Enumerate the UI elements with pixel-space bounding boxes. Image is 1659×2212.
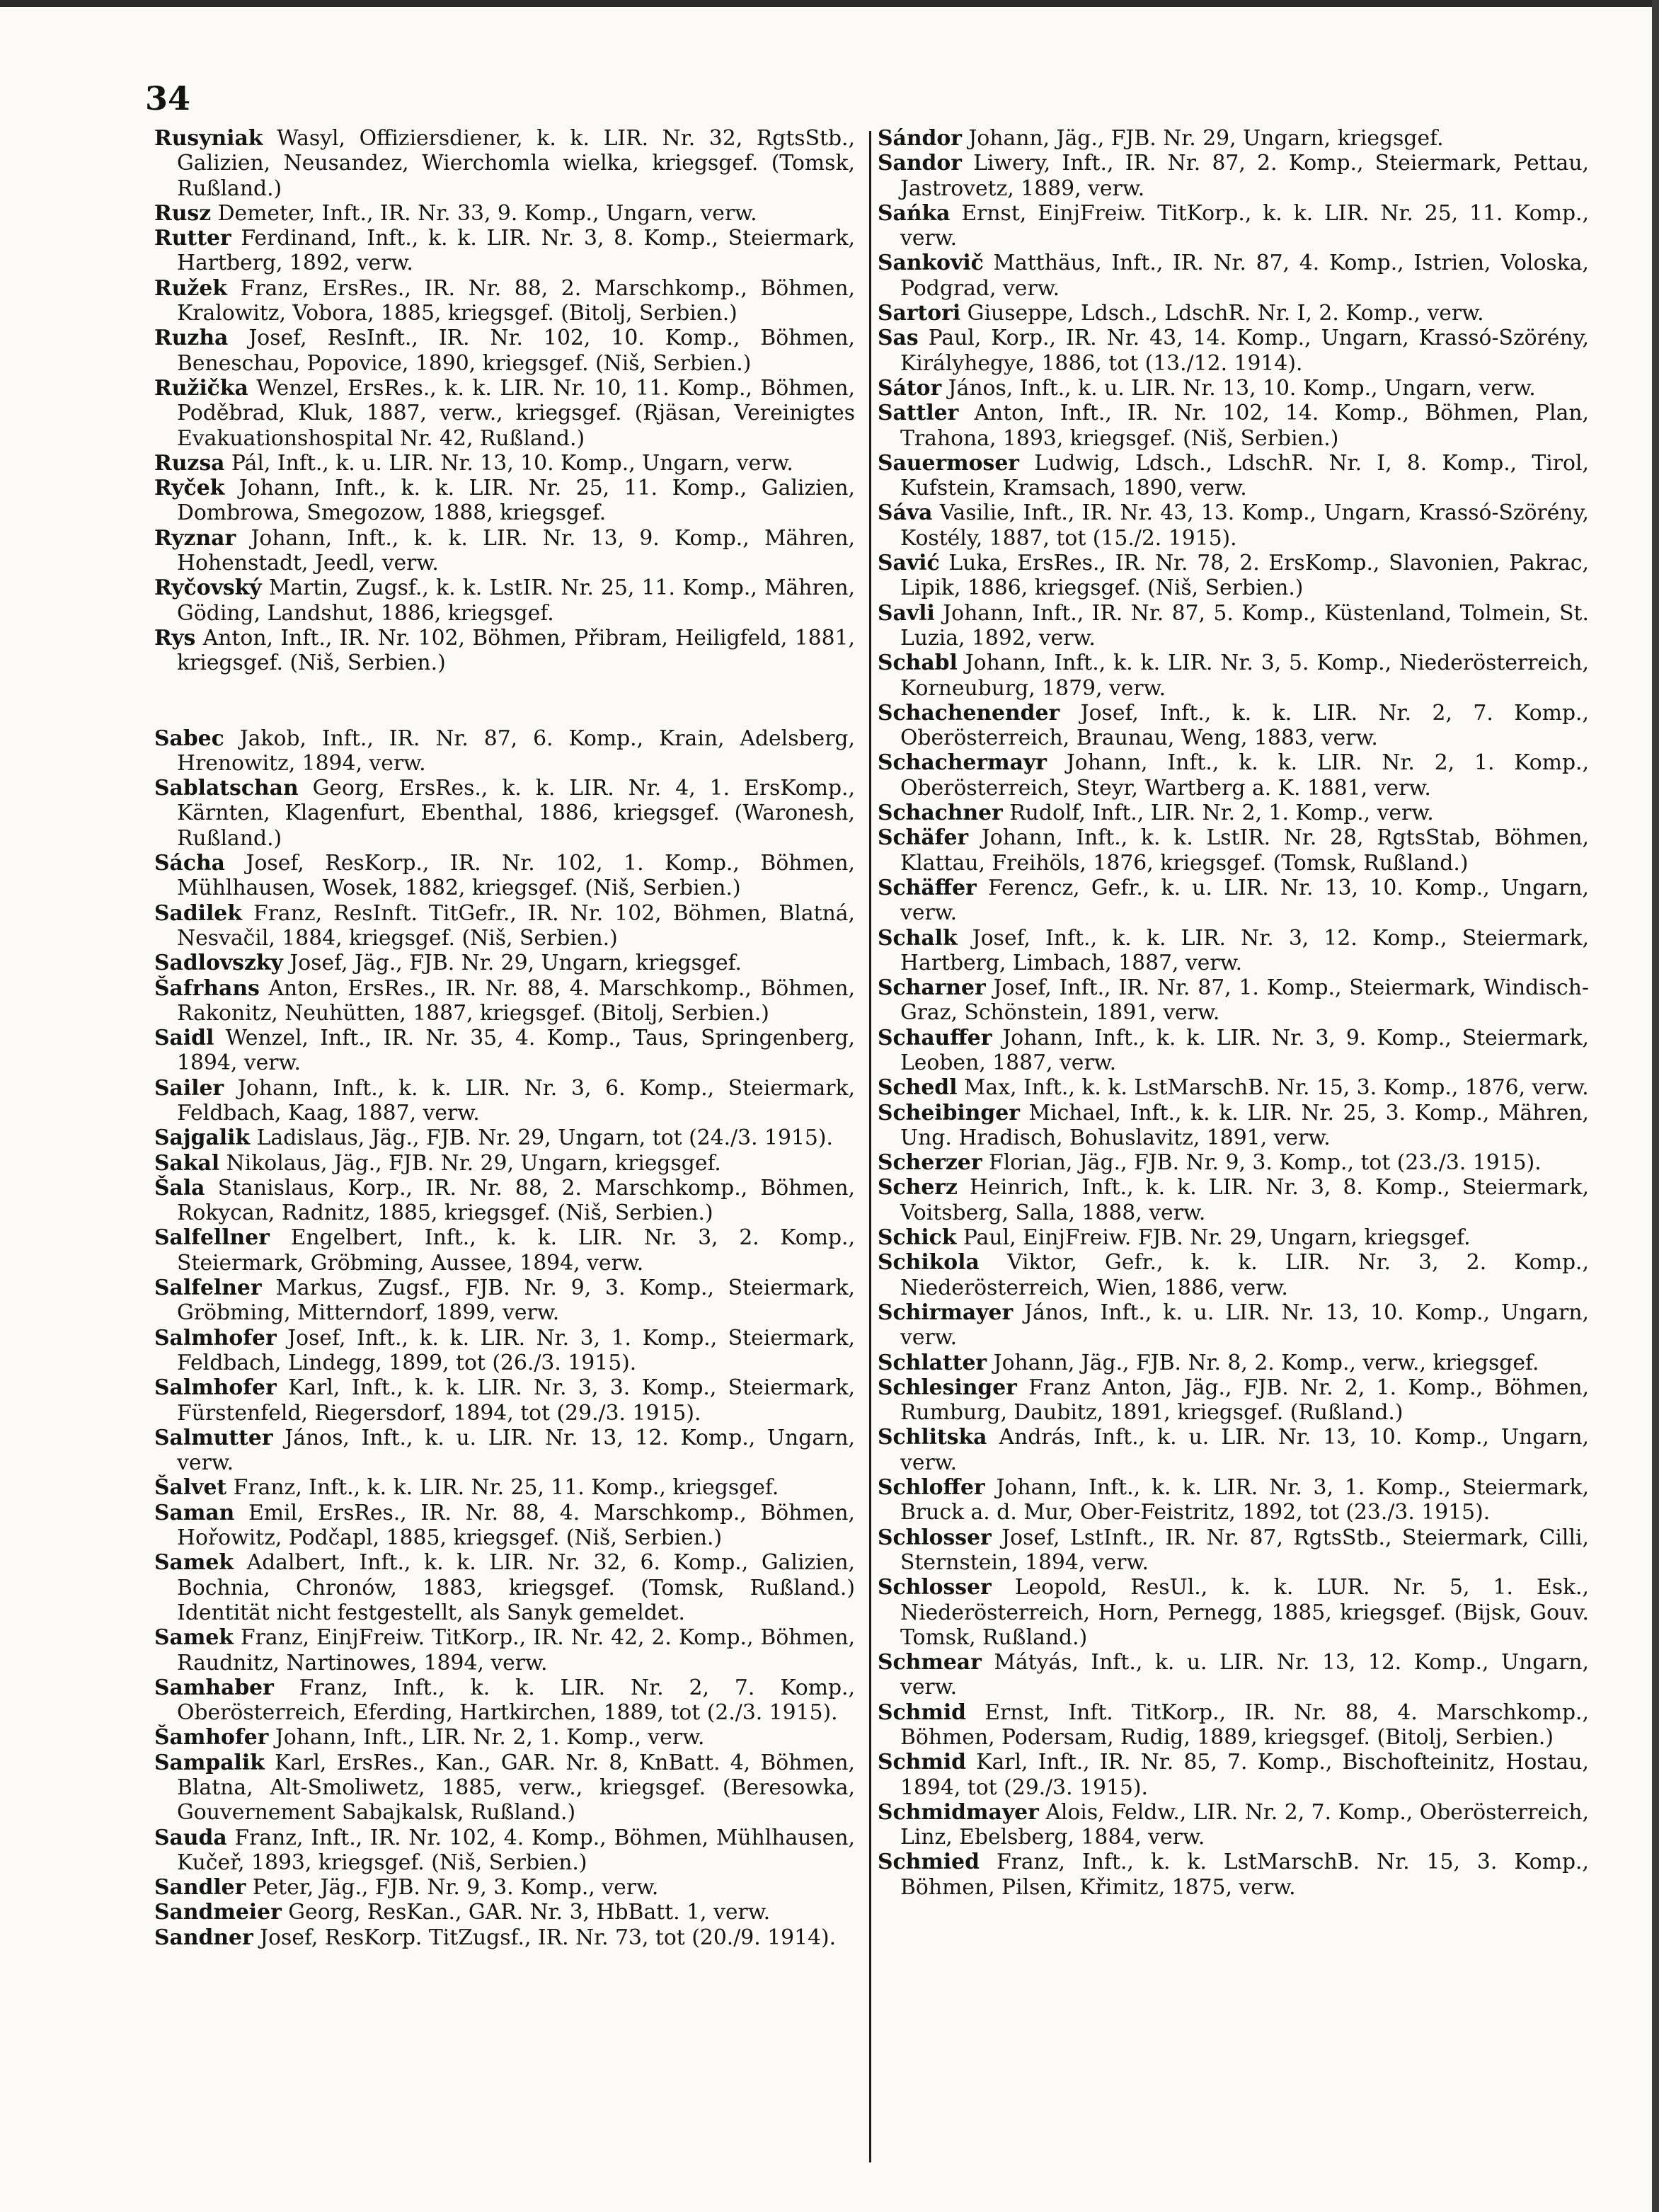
list-entry (154, 1501, 855, 1551)
entry-surname: Sankovič (878, 251, 984, 276)
list-entry (878, 601, 1589, 651)
entry-details: Ernst, EinjFreiw. TitKorp., k. k. LIR. Nr. 25, 11. Komp., verw. (900, 200, 1589, 251)
list-entry (878, 1700, 1589, 1750)
entry-surname: Sandler (154, 1875, 246, 1901)
list-entry (154, 726, 855, 777)
entry-surname: Schirmayer (878, 1300, 1014, 1325)
list-entry (878, 1525, 1589, 1576)
entry-details: Josef, ResKorp., IR. Nr. 102, 1. Komp., Böhmen, Mühlhausen, Wosek, 1882, kriegsgef. (Niš, Serbien.) (177, 851, 855, 901)
list-entry (154, 1026, 855, 1076)
entry-surname: Schmied (878, 1850, 980, 1875)
entry-details: Johann, Jäg., FJB. Nr. 29, Ungarn, kriegsgef. (968, 126, 1444, 151)
list-entry (878, 1101, 1589, 1151)
entry-surname: Salmhofer (154, 1325, 277, 1351)
list-entry (878, 401, 1589, 451)
list-entry (154, 951, 855, 975)
entry-details: Georg, ResKan., GAR. Nr. 3, HbBatt. 1, verw. (288, 1900, 771, 1925)
list-entry (878, 126, 1589, 151)
entry-details: Josef, Inft., IR. Nr. 87, 1. Komp., Steiermark, Windisch-Graz, Schönstein, 1891, verw. (900, 975, 1589, 1026)
list-entry (878, 1150, 1589, 1175)
entry-surname: Samhaber (154, 1675, 274, 1700)
list-entry (878, 1750, 1589, 1800)
list-entry (878, 1425, 1589, 1475)
entry-surname: Rusyniak (154, 126, 263, 151)
entry-surname: Ružička (154, 375, 248, 401)
entry-surname: Sartori (878, 301, 961, 326)
entry-surname: Sajgalik (154, 1125, 251, 1151)
entry-surname: Ryznar (154, 525, 236, 551)
entry-surname: Ryček (154, 476, 225, 501)
entry-surname: Sablatschan (154, 776, 299, 801)
entry-surname: Sas (878, 326, 919, 351)
entry-details: Mátyás, Inft., k. u. LIR. Nr. 13, 12. Komp., Ungarn, verw. (900, 1650, 1589, 1700)
entry-details: Markus, Zugsf., FJB. Nr. 9, 3. Komp., Steiermark, Gröbming, Mitterndorf, 1899, verw. (177, 1276, 855, 1326)
entry-surname: Šamhofer (154, 1725, 269, 1750)
entry-details: Ferdinand, Inft., k. k. LIR. Nr. 3, 8. Komp., Steiermark, Hartberg, 1892, verw. (177, 226, 855, 276)
entry-details: Johann, Inft., k. k. LIR. Nr. 25, 11. Komp., Galizien, Dombrowa, Smegozow, 1888, kriegsgef. (177, 476, 855, 526)
list-entry (154, 1076, 855, 1126)
list-entry (878, 825, 1589, 876)
entry-details: Karl, ErsRes., Kan., GAR. Nr. 8, KnBatt. 4, Böhmen, Blatna, Alt-Smoliwetz, 1885, verw., kriegsgef. (Beresowka, Gouvernement Sabajkalsk, Rußland.) (177, 1750, 855, 1826)
list-entry (154, 1925, 855, 1950)
entry-surname: Rutter (154, 226, 231, 251)
left-column (154, 126, 855, 1950)
list-entry (878, 651, 1589, 701)
entry-surname: Schachner (878, 801, 1003, 826)
entry-details: Franz, Inft., k. k. LIR. Nr. 2, 7. Komp., Oberösterreich, Eferding, Hartkirchen, 1889, tot (2./3. 1915). (177, 1675, 855, 1726)
entry-details: Georg, ErsRes., k. k. LIR. Nr. 4, 1. ErsKomp., Kärnten, Klagenfurt, Ebenthal, 1886, kriegsgef. (Waronesh, Rußland.) (177, 776, 855, 851)
entry-details: Anton, Inft., IR. Nr. 102, Böhmen, Přibram, Heiligfeld, 1881, kriegsgef. (Niš, Serbien.) (177, 625, 855, 676)
entry-details: Jakob, Inft., IR. Nr. 87, 6. Komp., Krain, Adelsberg, Hrenowitz, 1894, verw. (177, 726, 855, 776)
list-entry (154, 326, 855, 376)
entry-details: Wenzel, Inft., IR. Nr. 35, 4. Komp., Taus, Springenberg, 1894, verw. (177, 1026, 855, 1076)
entry-details: Josef, LstInft., IR. Nr. 87, RgtsStb., Steiermark, Cilli, Sternstein, 1894, verw. (900, 1525, 1589, 1575)
entry-details: Johann, Inft., IR. Nr. 87, 5. Komp., Küstenland, Tolmein, St. Luzia, 1892, verw. (900, 600, 1589, 651)
entry-details: Josef, ResInft., IR. Nr. 102, 10. Komp., Böhmen, Beneschau, Popovice, 1890, kriegsgef. (Niš, Serbien.) (177, 326, 855, 376)
list-entry (878, 1375, 1589, 1426)
entry-surname: Sakal (154, 1150, 220, 1176)
entry-surname: Sandner (154, 1925, 253, 1950)
entry-details: Wenzel, ErsRes., k. k. LIR. Nr. 10, 11. Komp., Böhmen, Poděbrad, Kluk, 1887, verw., kriegsgef. (Rjäsan, Vereinigtes Evakuationshospital Nr. 42, Rußland.) (177, 375, 855, 451)
list-entry (154, 201, 855, 226)
entry-surname: Sátor (878, 375, 942, 401)
entry-surname: Šafrhans (154, 975, 260, 1001)
list-entry (154, 451, 855, 476)
list-entry (154, 1475, 855, 1500)
entry-surname: Šalvet (154, 1475, 227, 1501)
entry-surname: Saidl (154, 1026, 214, 1051)
list-entry (878, 1026, 1589, 1076)
entry-details: Adalbert, Inft., k. k. LIR. Nr. 32, 6. Komp., Galizien, Bochnia, Chronów, 1883, kriegsgef. (Tomsk, Rußland.) Identität nicht festgestellt, als Sanyk gemeldet. (177, 1550, 855, 1625)
entry-details: Viktor, Gefr., k. k. LIR. Nr. 3, 2. Komp., Niederösterreich, Wien, 1886, verw. (900, 1250, 1589, 1300)
entry-details: Johann, Inft., k. k. LIR. Nr. 3, 5. Komp., Niederösterreich, Korneuburg, 1879, verw. (900, 651, 1589, 701)
list-entry (878, 876, 1589, 926)
list-entry (154, 126, 855, 201)
list-entry (878, 701, 1589, 751)
entry-details: János, Inft., k. u. LIR. Nr. 13, 10. Komp., Ungarn, verw. (948, 375, 1536, 401)
entry-surname: Salfelner (154, 1276, 262, 1301)
entry-surname: Schauffer (878, 1025, 992, 1050)
entry-surname: Sáva (878, 500, 933, 526)
entry-details: Paul, Korp., IR. Nr. 43, 14. Komp., Ungarn, Krassó-Szörény, Királyhegye, 1886, tot (13./12. 1914). (900, 326, 1589, 376)
right-column (878, 126, 1589, 1900)
list-entry (878, 500, 1589, 551)
column-divider (869, 131, 871, 2162)
entry-surname: Schmid (878, 1750, 967, 1775)
entry-details: Demeter, Inft., IR. Nr. 33, 9. Komp., Ungarn, verw. (217, 200, 757, 226)
entry-details: Ladislaus, Jäg., FJB. Nr. 29, Ungarn, tot (24./3. 1915). (256, 1125, 833, 1151)
entry-surname: Schabl (878, 651, 958, 676)
entry-surname: Ruzsa (154, 450, 225, 476)
list-entry (878, 1300, 1589, 1351)
entry-surname: Schmidmayer (878, 1799, 1039, 1825)
list-entry (154, 1225, 855, 1276)
list-entry (154, 1326, 855, 1376)
entry-surname: Savli (878, 600, 935, 626)
list-entry (154, 226, 855, 276)
entry-details: Nikolaus, Jäg., FJB. Nr. 29, Ungarn, kriegsgef. (226, 1150, 721, 1176)
entry-details: Johann, Inft., LIR. Nr. 2, 1. Komp., verw. (275, 1725, 705, 1750)
entry-details: Peter, Jäg., FJB. Nr. 9, 3. Komp., verw. (252, 1875, 659, 1901)
entry-surname: Sabec (154, 726, 224, 751)
list-entry (154, 526, 855, 576)
entry-surname: Sauermoser (878, 450, 1019, 476)
list-entry (878, 1575, 1589, 1650)
entry-details: Ferencz, Gefr., k. u. LIR. Nr. 13, 10. Komp., Ungarn, verw. (900, 875, 1589, 926)
entry-details: András, Inft., k. u. LIR. Nr. 13, 10. Komp., Ungarn, verw. (900, 1425, 1589, 1475)
entry-details: Florian, Jäg., FJB. Nr. 9, 3. Komp., tot (23./3. 1915). (989, 1150, 1542, 1176)
list-entry (878, 1075, 1589, 1100)
entry-details: Johann, Inft., k. k. LIR. Nr. 3, 1. Komp., Steiermark, Bruck a. d. Mur, Ober-Feistritz, 1892, tot (23./3. 1915). (900, 1475, 1589, 1525)
list-entry (878, 151, 1589, 201)
entry-details: Josef, ResKorp. TitZugsf., IR. Nr. 73, tot (20./9. 1914). (260, 1925, 837, 1950)
list-entry (878, 750, 1589, 801)
scan-border-right (1652, 0, 1659, 2212)
list-entry (154, 476, 855, 526)
entry-details: János, Inft., k. u. LIR. Nr. 13, 10. Komp., Ungarn, verw. (900, 1300, 1589, 1351)
entry-surname: Schmid (878, 1700, 967, 1725)
list-entry (878, 326, 1589, 376)
entry-surname: Schalk (878, 925, 958, 951)
entry-details: Emil, ErsRes., IR. Nr. 88, 4. Marschkomp., Böhmen, Hořowitz, Podčapl, 1885, kriegsgef. (Niš, Serbien.) (177, 1500, 855, 1551)
entry-surname: Scherz (878, 1175, 958, 1200)
list-entry (154, 1276, 855, 1326)
list-entry (154, 276, 855, 326)
entry-details: János, Inft., k. u. LIR. Nr. 13, 12. Komp., Ungarn, verw. (177, 1425, 855, 1476)
list-entry (154, 1750, 855, 1826)
entry-details: Martin, Zugsf., k. k. LstIR. Nr. 25, 11. Komp., Mähren, Göding, Landshut, 1886, kriegsgef. (177, 575, 855, 626)
list-entry (878, 251, 1589, 301)
list-entry (878, 1800, 1589, 1850)
list-entry (878, 1351, 1589, 1375)
list-entry (154, 376, 855, 451)
list-entry (878, 801, 1589, 825)
entry-surname: Rusz (154, 200, 212, 226)
list-entry (154, 1725, 855, 1750)
list-entry (878, 975, 1589, 1026)
entry-surname: Scherzer (878, 1150, 982, 1176)
entry-surname: Schlosser (878, 1575, 992, 1600)
entry-surname: Sampalik (154, 1750, 265, 1775)
entry-surname: Sauda (154, 1825, 227, 1850)
entry-surname: Schlesinger (878, 1375, 1017, 1400)
entry-surname: Ryčovský (154, 575, 262, 601)
entry-surname: Schäfer (878, 825, 969, 851)
list-entry (878, 301, 1589, 326)
list-entry (878, 201, 1589, 251)
entry-details: Karl, Inft., IR. Nr. 85, 7. Komp., Bischofteinitz, Hostau, 1894, tot (29./3. 1915). (900, 1750, 1589, 1800)
list-entry (154, 1550, 855, 1625)
entry-surname: Schlitska (878, 1425, 987, 1450)
list-entry (878, 451, 1589, 501)
entry-surname: Schachenender (878, 700, 1060, 726)
entry-surname: Samek (154, 1550, 234, 1576)
entry-details: Josef, Inft., k. k. LIR. Nr. 3, 12. Komp., Steiermark, Hartberg, Limbach, 1887, verw. (900, 925, 1589, 975)
section-gap (154, 676, 855, 726)
list-entry (878, 1225, 1589, 1250)
entry-details: Ludwig, Ldsch., LdschR. Nr. I, 8. Komp., Tirol, Kufstein, Kramsach, 1890, verw. (900, 450, 1589, 501)
entry-details: Anton, Inft., IR. Nr. 102, 14. Komp., Böhmen, Plan, Trahona, 1893, kriegsgef. (Niš, Serbien.) (900, 401, 1589, 451)
list-entry (878, 1650, 1589, 1700)
entry-surname: Schäffer (878, 875, 977, 900)
entry-details: Josef, Jäg., FJB. Nr. 29, Ungarn, kriegsgef. (289, 951, 742, 976)
entry-details: Johann, Inft., k. k. LIR. Nr. 2, 1. Komp., Oberösterreich, Steyr, Wartberg a. K. 1881, verw. (900, 750, 1589, 801)
entry-surname: Schikola (878, 1250, 980, 1276)
entry-surname: Schachermayr (878, 750, 1047, 776)
list-entry (154, 1176, 855, 1226)
entry-surname: Sácha (154, 851, 225, 876)
entry-details: Paul, EinjFreiw. FJB. Nr. 29, Ungarn, kriegsgef. (963, 1225, 1471, 1251)
list-entry (154, 901, 855, 951)
entry-details: Franz, Inft., IR. Nr. 102, 4. Komp., Böhmen, Mühlhausen, Kučeř, 1893, kriegsgef. (Niš, Serbien.) (177, 1825, 855, 1875)
list-entry (154, 776, 855, 851)
scan-border-top (0, 0, 1659, 7)
entry-details: Franz, ErsRes., IR. Nr. 88, 2. Marschkomp., Böhmen, Kralowitz, Vobora, 1885, kriegsgef. (Bitolj, Serbien.) (177, 275, 855, 326)
list-entry (154, 626, 855, 676)
list-entry (154, 1675, 855, 1726)
list-entry (154, 1625, 855, 1675)
entry-surname: Scheibinger (878, 1100, 1020, 1125)
entry-details: Anton, ErsRes., IR. Nr. 88, 4. Marschkomp., Böhmen, Rakonitz, Neuhütten, 1887, kriegsgef. (Bitolj, Serbien.) (177, 975, 855, 1026)
entry-surname: Rys (154, 625, 196, 651)
entry-surname: Ružek (154, 275, 227, 301)
list-entry (154, 575, 855, 626)
entry-details: Giuseppe, Ldsch., LdschR. Nr. I, 2. Komp., verw. (967, 301, 1484, 326)
entry-surname: Šala (154, 1175, 205, 1200)
entry-details: Engelbert, Inft., k. k. LIR. Nr. 3, 2. Komp., Steiermark, Gröbming, Aussee, 1894, verw. (177, 1225, 855, 1276)
entry-surname: Sandor (878, 151, 962, 176)
entry-details: Ernst, Inft. TitKorp., IR. Nr. 88, 4. Marschkomp., Böhmen, Podersam, Rudig, 1889, kriegsgef. (Bitolj, Serbien.) (900, 1700, 1589, 1750)
entry-surname: Salfellner (154, 1225, 270, 1251)
entry-surname: Sańka (878, 200, 951, 226)
entry-details: Rudolf, Inft., LIR. Nr. 2, 1. Komp., verw. (1009, 801, 1434, 826)
list-entry (154, 976, 855, 1026)
entry-surname: Scharner (878, 975, 986, 1001)
entry-surname: Schlosser (878, 1525, 992, 1550)
entry-details: Liwery, Inft., IR. Nr. 87, 2. Komp., Steiermark, Pettau, Jastrovetz, 1889, verw. (900, 151, 1589, 201)
entry-details: Johann, Inft., k. k. LIR. Nr. 3, 9. Komp., Steiermark, Leoben, 1887, verw. (900, 1025, 1589, 1075)
entry-details: Matthäus, Inft., IR. Nr. 87, 4. Komp., Istrien, Voloska, Podgrad, verw. (900, 251, 1589, 301)
entry-surname: Savić (878, 551, 940, 576)
entry-details: Michael, Inft., k. k. LIR. Nr. 25, 3. Komp., Mähren, Ung. Hradisch, Bohuslavitz, 1891, verw. (900, 1100, 1589, 1150)
list-entry (878, 376, 1589, 401)
entry-surname: Schedl (878, 1075, 958, 1101)
list-entry (154, 851, 855, 901)
entry-details: Max, Inft., k. k. LstMarschB. Nr. 15, 3. Komp., 1876, verw. (963, 1075, 1589, 1101)
entry-surname: Sailer (154, 1075, 224, 1101)
entry-details: Stanislaus, Korp., IR. Nr. 88, 2. Marschkomp., Böhmen, Rokycan, Radnitz, 1885, kriegsgef. (Niš, Serbien.) (177, 1175, 855, 1226)
entry-surname: Sadlovszky (154, 951, 283, 976)
entry-details: Franz Anton, Jäg., FJB. Nr. 2, 1. Komp., Böhmen, Rumburg, Daubitz, 1891, kriegsgef. (Rußland.) (900, 1375, 1589, 1426)
list-entry (154, 1125, 855, 1150)
entry-details: Leopold, ResUl., k. k. LUR. Nr. 5, 1. Esk., Niederösterreich, Horn, Pernegg, 1885, kriegsgef. (Bijsk, Gouv. Tomsk, Rußland.) (900, 1575, 1589, 1650)
entry-surname: Ruzha (154, 326, 229, 351)
entry-surname: Schlatter (878, 1350, 987, 1375)
entry-surname: Sadilek (154, 900, 242, 926)
list-entry (878, 1475, 1589, 1525)
entry-surname: Sattler (878, 401, 959, 426)
entry-details: Josef, Inft., k. k. LIR. Nr. 2, 7. Komp., Oberösterreich, Braunau, Weng, 1883, verw. (900, 700, 1589, 751)
entry-details: Johann, Inft., k. k. LIR. Nr. 3, 6. Komp., Steiermark, Feldbach, Kaag, 1887, verw. (177, 1075, 855, 1125)
entry-details: Heinrich, Inft., k. k. LIR. Nr. 3, 8. Komp., Steiermark, Voitsberg, Salla, 1888, verw. (900, 1175, 1589, 1225)
entry-surname: Schmear (878, 1650, 982, 1675)
list-entry (878, 926, 1589, 976)
entry-surname: Sandmeier (154, 1900, 282, 1925)
list-entry (154, 1426, 855, 1476)
entry-details: Franz, Inft., k. k. LIR. Nr. 25, 11. Komp., kriegsgef. (233, 1475, 779, 1501)
list-entry (878, 1850, 1589, 1900)
list-entry (154, 1151, 855, 1176)
list-entry (878, 1175, 1589, 1225)
entry-surname: Schick (878, 1225, 957, 1251)
entry-details: Alois, Feldw., LIR. Nr. 2, 7. Komp., Oberösterreich, Linz, Ebelsberg, 1884, verw. (900, 1799, 1589, 1850)
entry-details: Johann, Inft., k. k. LstIR. Nr. 28, RgtsStab, Böhmen, Klattau, Freihöls, 1876, kriegsgef. (Tomsk, Rußland.) (900, 825, 1589, 876)
entry-details: Pál, Inft., k. u. LIR. Nr. 13, 10. Komp., Ungarn, verw. (231, 450, 793, 476)
entry-details: Franz, Inft., k. k. LstMarschB. Nr. 15, 3. Komp., Böhmen, Pilsen, Křimitz, 1875, verw. (900, 1850, 1589, 1900)
entry-details: Johann, Inft., k. k. LIR. Nr. 13, 9. Komp., Mähren, Hohenstadt, Jeedl, verw. (177, 525, 855, 576)
entry-surname: Sándor (878, 126, 962, 151)
entry-surname: Schloffer (878, 1475, 985, 1501)
entry-surname: Samek (154, 1625, 234, 1651)
entry-details: Josef, Inft., k. k. LIR. Nr. 3, 1. Komp., Steiermark, Feldbach, Lindegg, 1899, tot (26./3. 1915). (177, 1325, 855, 1375)
entry-details: Franz, EinjFreiw. TitKorp., IR. Nr. 42, 2. Komp., Böhmen, Raudnitz, Nartinowes, 1894, verw. (177, 1625, 855, 1675)
entry-surname: Salmhofer (154, 1375, 277, 1401)
entry-details: Wasyl, Offiziersdiener, k. k. LIR. Nr. 32, RgtsStb., Galizien, Neusandez, Wierchomla wielka, kriegsgef. (Tomsk, Rußland.) (177, 126, 855, 201)
list-entry (878, 1250, 1589, 1300)
entry-details: Karl, Inft., k. k. LIR. Nr. 3, 3. Komp., Steiermark, Fürstenfeld, Riegersdorf, 1894, tot (29./3. 1915). (177, 1375, 855, 1426)
list-entry (154, 1375, 855, 1426)
list-entry (878, 551, 1589, 601)
list-entry (154, 1875, 855, 1900)
entry-surname: Saman (154, 1500, 235, 1525)
list-entry (154, 1826, 855, 1876)
entry-details: Franz, ResInft. TitGefr., IR. Nr. 102, Böhmen, Blatná, Nesvačil, 1884, kriegsgef. (Niš, Serbien.) (177, 900, 855, 951)
entry-details: Johann, Jäg., FJB. Nr. 8, 2. Komp., verw., kriegsgef. (993, 1350, 1539, 1375)
entry-surname: Salmutter (154, 1425, 273, 1450)
entry-details: Luka, ErsRes., IR. Nr. 78, 2. ErsKomp., Slavonien, Pakrac, Lipik, 1886, kriegsgef. (Niš, Serbien.) (900, 551, 1589, 601)
list-entry (154, 1900, 855, 1925)
page-number: 34 (145, 79, 191, 118)
entry-details: Vasilie, Inft., IR. Nr. 43, 13. Komp., Ungarn, Krassó-Szörény, Kostély, 1887, tot (15./2. 1915). (900, 500, 1589, 551)
